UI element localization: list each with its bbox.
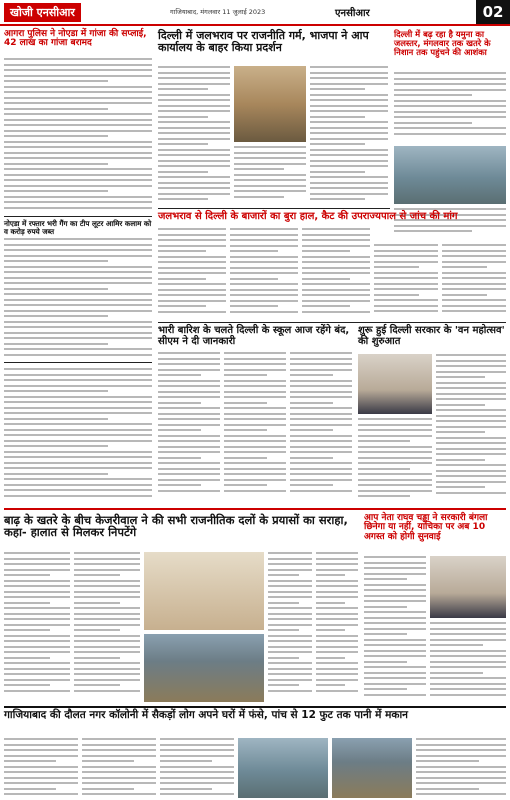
article-text [290, 352, 352, 502]
kejriwal-photo [144, 552, 264, 630]
article-text [436, 354, 506, 502]
yamuna-photo [394, 146, 506, 204]
article-text [158, 228, 226, 318]
raghav-photo [430, 556, 506, 618]
article-text [234, 146, 306, 204]
article-text [430, 622, 506, 702]
article-text [394, 72, 506, 142]
article-text [4, 368, 152, 502]
headline-kejriwal: बाढ़ के खतरे के बीच केजरीवाल ने की सभी राजनीतिक दलों के प्रयासों का सराहा, कहा- हालात से मिलकर निपटेंगे [4, 513, 348, 540]
masthead [0, 0, 510, 26]
divider [158, 208, 390, 209]
article-text [374, 244, 438, 318]
article-text [316, 552, 358, 702]
flood-photo [144, 634, 264, 702]
article-text [4, 738, 78, 798]
divider [4, 216, 152, 217]
protest-photo [234, 66, 306, 142]
boat-photo [332, 738, 412, 798]
headline-raghav-chadha: आप नेता राघव चड्ढा ने सरकारी बंगला छिनेगा या नहीं, याचिका पर अब 10 अगस्त को होगी सुनवाई [364, 513, 488, 542]
ghaziabad-flood-photo [238, 738, 328, 798]
article-text [74, 552, 140, 702]
section-name: एनसीआर [335, 8, 370, 19]
article-text [4, 58, 152, 213]
article-text [416, 738, 506, 798]
article-text [160, 738, 234, 798]
minister-photo [358, 354, 432, 414]
article-text [358, 418, 432, 502]
headline-ghaziabad: गाजियाबाद की दौलत नगर कॉलोनी में सैकड़ों लोग अपने घरों में फंसे, पांच से 12 फुट तक पानी में मकान [4, 709, 408, 721]
issue-date: गाजियाबाद, मंगलवार 11 जुलाई 2023 [170, 8, 266, 16]
article-text [442, 244, 506, 318]
article-text [268, 552, 312, 702]
article-text [82, 738, 156, 798]
headline-yamuna: दिल्ली में बढ़ रहा है यमुना का जलस्तर, मंगलवार तक खतरे के निशान तक पहुंचने की आशंका [394, 29, 491, 57]
brand-label: खोजी एनसीआर [4, 3, 81, 22]
divider [158, 322, 506, 323]
headline-van-mahotsav: शुरू हुई दिल्ली सरकार के 'वन महोत्सव' की शुरुआत [358, 325, 505, 347]
article-text [364, 556, 426, 702]
article-text [230, 228, 298, 318]
article-text [4, 552, 70, 702]
divider [4, 706, 506, 708]
page-number: 02 [476, 0, 510, 24]
headline-noida: आगरा पुलिस ने नोएडा में गांजा की सप्लाई, 42 लाख का गांजा बरामद [4, 29, 147, 49]
article-text [158, 352, 220, 502]
divider [4, 362, 152, 363]
headline-markets: जलभराव से दिल्ली के बाजारों का बुरा हाल, कैट की उपराज्यपाल से जांच की मांग [158, 211, 458, 222]
article-text [224, 352, 286, 502]
headline-schools: भारी बारिश के चलते दिल्ली के स्कूल आज रहेंगे बंद, सीएम ने दी जानकारी [158, 325, 350, 347]
article-text [158, 66, 230, 204]
divider [4, 508, 506, 510]
headline-delhi-waterlogging: दिल्ली में जलभराव पर राजनीति गर्म, भाजपा ने आप कार्यालय के बाहर किया प्रदर्शन [158, 29, 369, 54]
article-text [310, 66, 388, 204]
article-text [302, 228, 370, 318]
article-text [4, 238, 152, 358]
headline-noida-gang: नोएडा में रफ्तार भरी गैंग का टीप लूटर आमिर कलाम को व करोड़ रुपये जब्त [4, 219, 152, 236]
